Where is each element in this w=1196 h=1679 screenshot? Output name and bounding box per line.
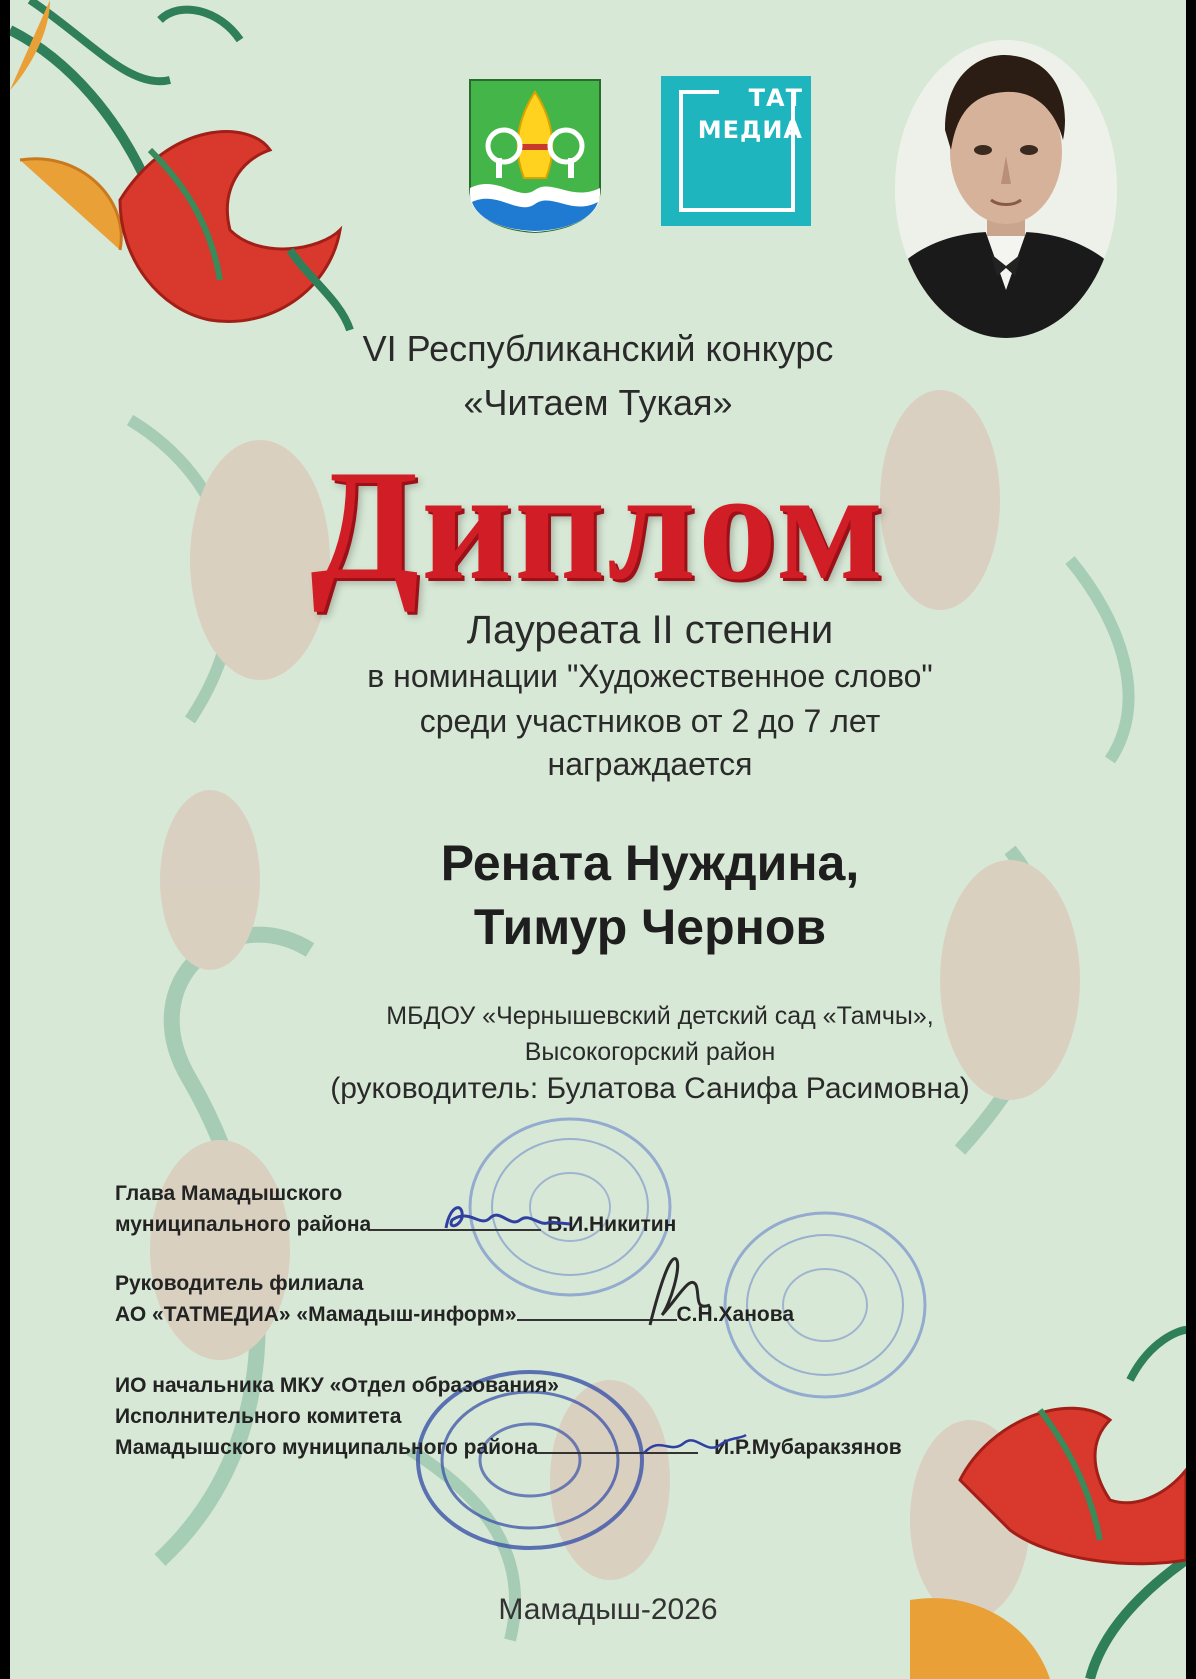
tatmedia-logo bbox=[661, 76, 811, 226]
signatory-title: АО «ТАТМЕДИА» «Мамадыш-информ» bbox=[115, 1303, 517, 1326]
signatory-title: ИО начальника МКУ «Отдел образования» bbox=[115, 1374, 559, 1397]
coat-of-arms-icon bbox=[468, 78, 602, 234]
organization-district: Высокогорский район bbox=[524, 1038, 776, 1066]
award-age-group: среди участников от 2 до 7 лет bbox=[419, 703, 881, 739]
handwritten-signature-icon bbox=[640, 1425, 750, 1465]
signatory-title: Исполнительного комитета bbox=[115, 1405, 402, 1428]
portrait-icon bbox=[895, 40, 1117, 338]
signature-block bbox=[115, 1370, 902, 1463]
signatory-title: Мамадышского муниципального района bbox=[115, 1436, 539, 1459]
signatory-title: Руководитель филиала bbox=[115, 1272, 364, 1295]
organization-supervisor: (руководитель: Булатова Санифа Расимовна) bbox=[330, 1072, 970, 1105]
recipient-name: Рената Нуждина, bbox=[440, 835, 860, 891]
award-degree: Лауреата II степени bbox=[466, 608, 834, 652]
signatory-name: И.Р.Мубаракзянов bbox=[714, 1436, 902, 1459]
organization-name: МБДОУ «Чернышевский детский сад «Тамчы», bbox=[386, 1002, 934, 1030]
signatory-title: муниципального района bbox=[115, 1213, 372, 1236]
signatory-name: С.Н.Ханова bbox=[676, 1303, 795, 1326]
award-awarded: награждается bbox=[547, 746, 753, 782]
diploma-sheet bbox=[10, 0, 1186, 1679]
tatmedia-logo-line2: МЕДИА bbox=[697, 116, 803, 144]
handwritten-signature-icon bbox=[440, 1198, 580, 1238]
tatmedia-logo-line1: ТАТ bbox=[748, 84, 803, 112]
award-nomination: в номинации "Художественное слово" bbox=[367, 658, 933, 694]
city-year: Мамадыш-2026 bbox=[498, 1593, 718, 1626]
diploma-heading: Диплом bbox=[310, 438, 886, 613]
contest-title-line1: VI Республиканский конкурс bbox=[362, 328, 834, 369]
signature-block bbox=[115, 1178, 676, 1240]
recipient-name: Тимур Чернов bbox=[473, 899, 827, 955]
handwritten-signature-icon bbox=[640, 1245, 720, 1335]
signatory-name: В.И.Никитин bbox=[547, 1213, 677, 1236]
contest-title-line2: «Читаем Тукая» bbox=[463, 382, 733, 423]
signatory-title: Глава Мамадышского bbox=[115, 1182, 343, 1205]
